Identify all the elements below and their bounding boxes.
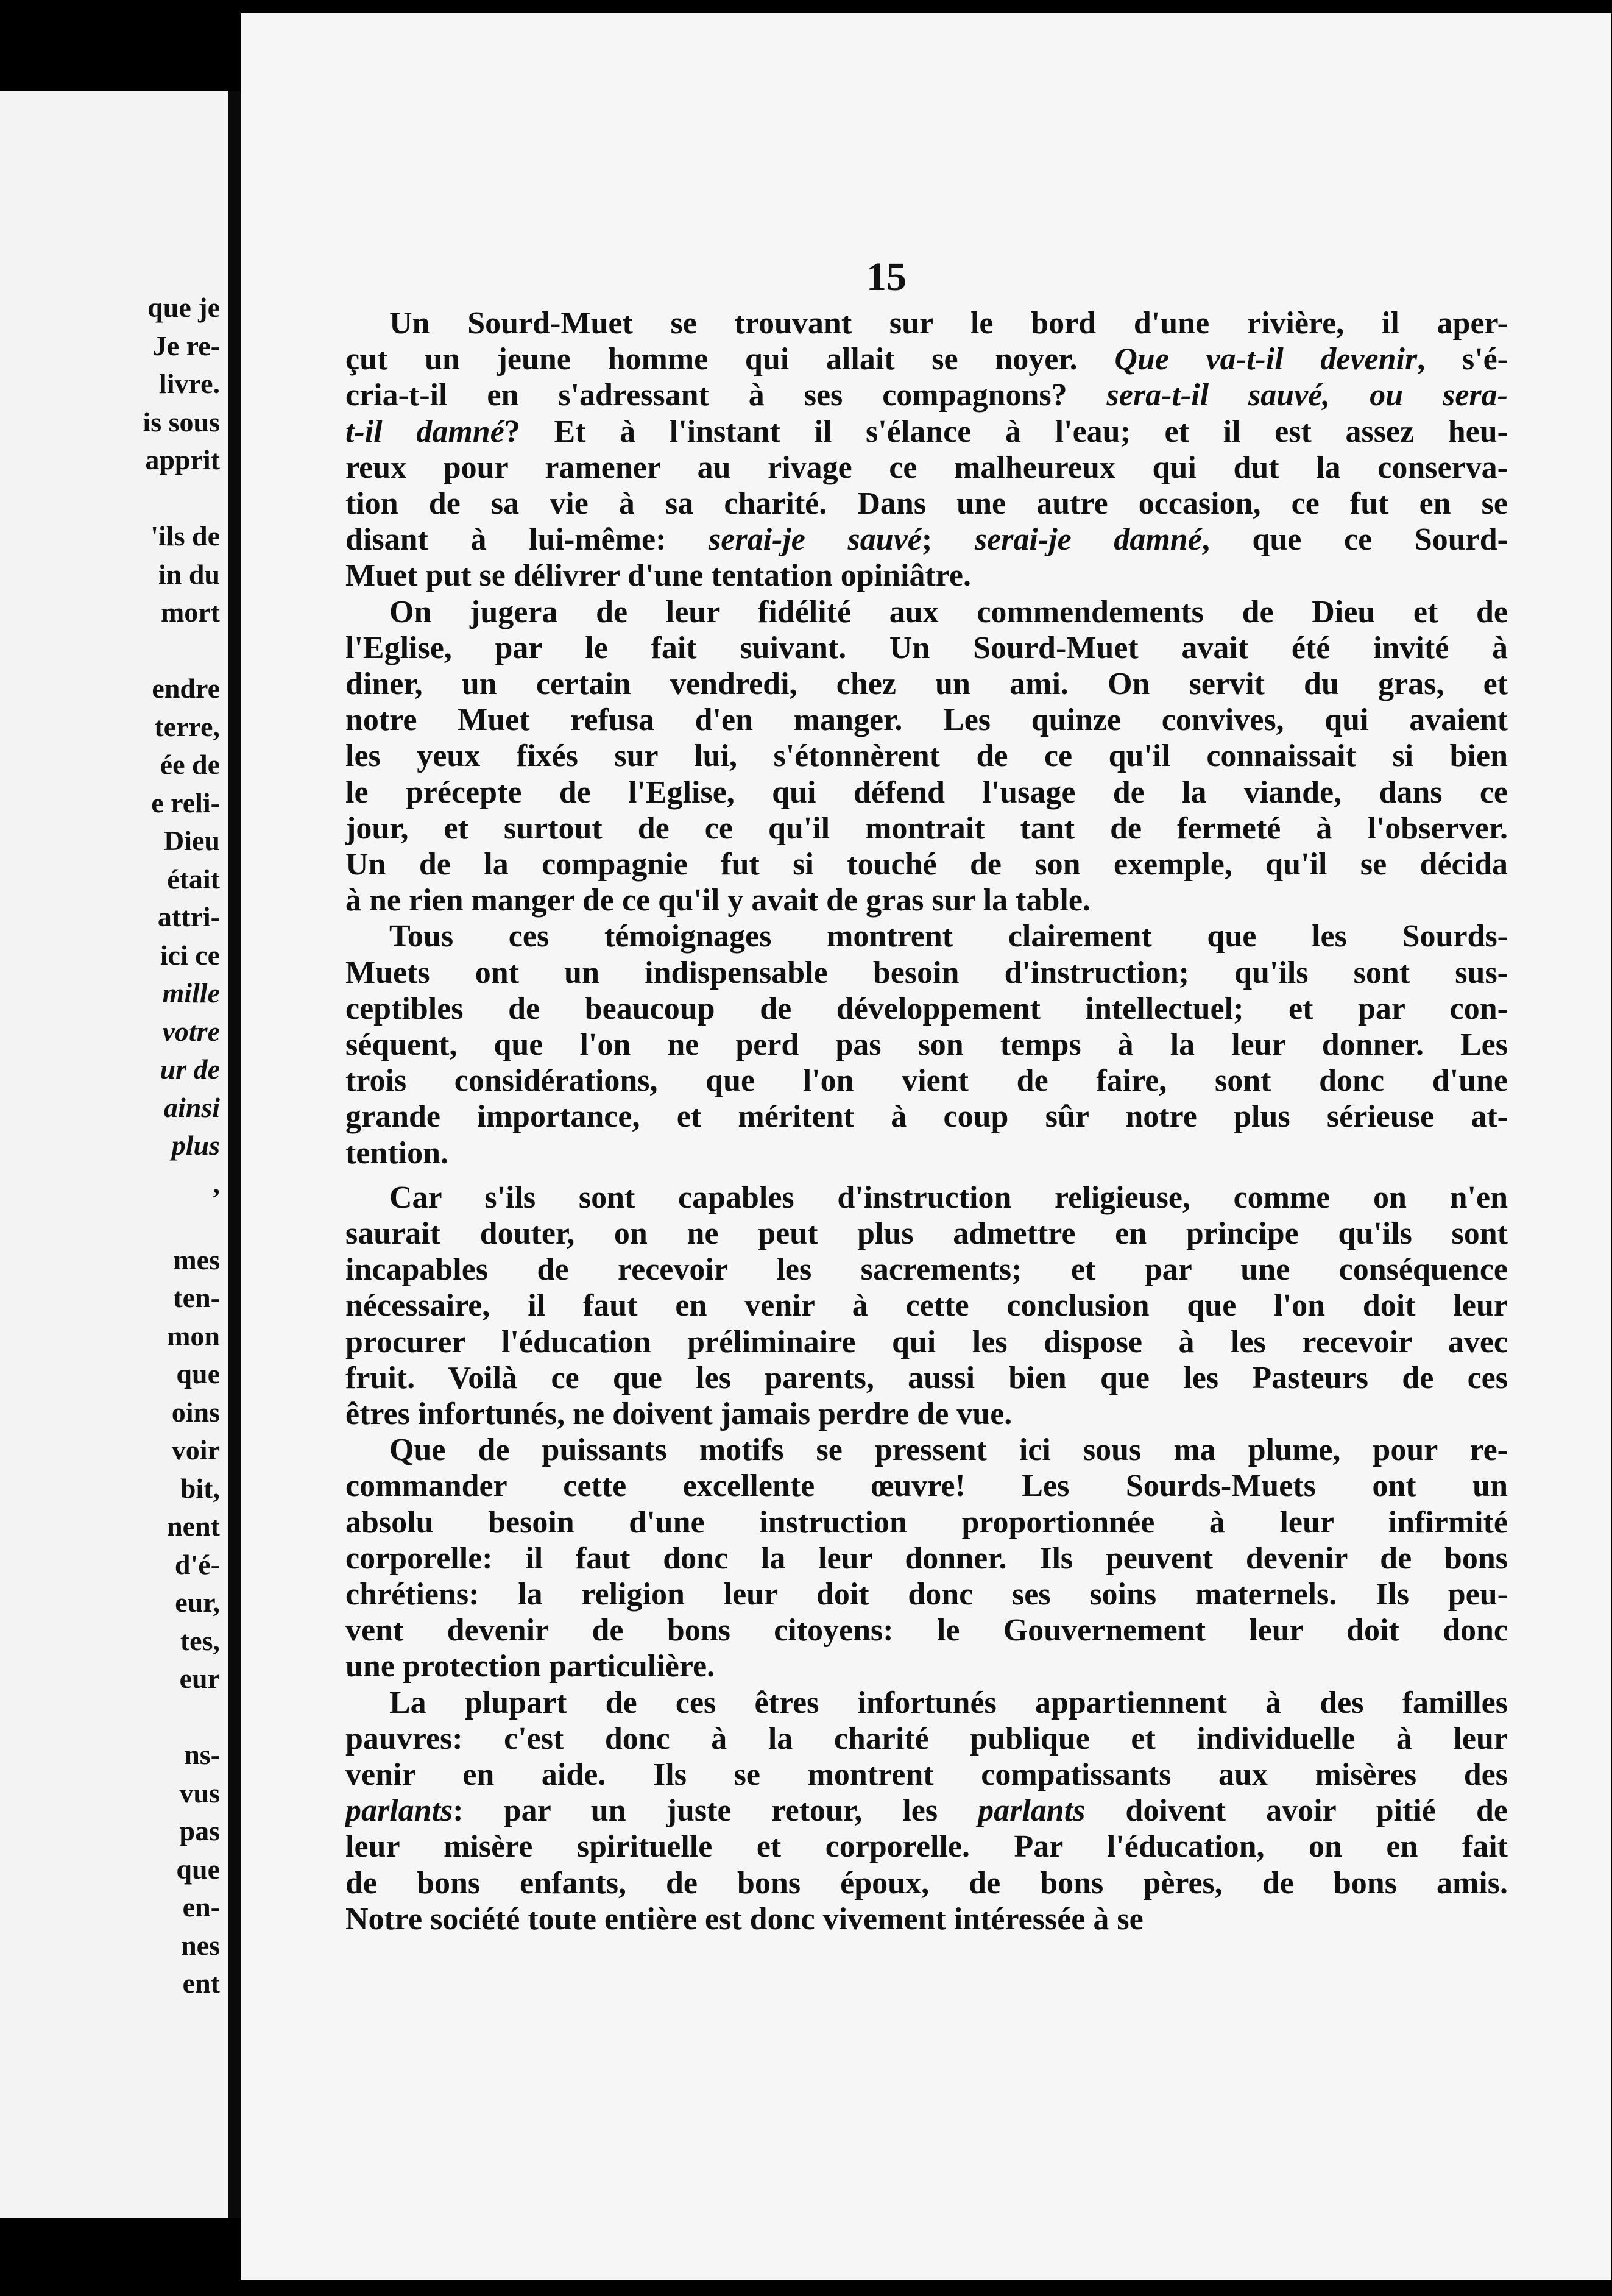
body-text-line: On jugera de leur fidélité aux commendements de Dieu et de	[389, 594, 1508, 629]
facing-page-line: tes,	[180, 1625, 220, 1656]
body-text-line: çut un jeune homme qui allait se noyer. Que va-t-il devenir, s'é-	[345, 342, 1508, 377]
facing-page-line: ur de	[160, 1054, 220, 1085]
body-text-line: Que de puissants motifs se pressent ici sous ma plume, pour re-	[389, 1433, 1508, 1468]
facing-page-line: nes	[181, 1929, 220, 1961]
facing-page-line: eur	[179, 1663, 220, 1694]
book-page	[241, 13, 1611, 2280]
body-text-line: Notre société toute entière est donc vivement intéressée à se	[345, 1901, 1144, 1936]
body-text-line: les yeux fixés sur lui, s'étonnèrent de ce qu'il connaissait si bien	[345, 739, 1508, 774]
facing-page-line: endre	[152, 673, 220, 704]
body-text-line: incapables de recevoir les sacrements; et par une conséquence	[345, 1252, 1508, 1288]
facing-page-line: mes	[173, 1244, 220, 1275]
body-text-line: parlants: par un juste retour, les parlants doivent avoir pitié de	[345, 1793, 1508, 1829]
page-gutter	[228, 91, 241, 2218]
body-text-line: Muets ont un indispensable besoin d'instruction; qu'ils sont sus-	[345, 955, 1508, 990]
facing-page-line: attri-	[157, 901, 220, 932]
facing-page-line: d'é-	[174, 1548, 220, 1580]
facing-page-line: que	[176, 1358, 220, 1389]
body-text-line: absolu besoin d'une instruction proportionnée à leur infirmité	[345, 1504, 1508, 1540]
body-text-line: reux pour ramener au rivage ce malheureux qui dut la conserva-	[345, 450, 1508, 485]
facing-page-line: pas	[179, 1815, 220, 1846]
facing-page-line: voir	[171, 1434, 220, 1465]
facing-page-line: était	[167, 863, 220, 895]
facing-page-line: que	[176, 1853, 220, 1885]
body-text-line: notre Muet refusa d'en manger. Les quinze convives, qui avaient	[345, 703, 1508, 738]
facing-page-line: mort	[160, 597, 220, 628]
body-text-line: tion de sa vie à sa charité. Dans une autre occasion, ce fut en se	[345, 486, 1508, 521]
facing-page-line: ée de	[160, 749, 220, 780]
body-text-line: pauvres: c'est donc à la charité publique et individuelle à leur	[345, 1721, 1508, 1756]
facing-page-line: ent	[182, 1968, 220, 1999]
facing-page-line: e reli-	[151, 787, 220, 818]
facing-page-line: que je	[147, 292, 220, 323]
body-text-line: séquent, que l'on ne perd pas son temps à la leur donner. Les	[345, 1027, 1508, 1062]
facing-page-line: bit,	[180, 1472, 220, 1504]
body-text-line: corporelle: il faut donc la leur donner. Ils peuvent devenir de bons	[345, 1540, 1508, 1576]
body-text-line: commander cette excellente œuvre! Les Sourds-Muets ont un	[345, 1469, 1508, 1504]
body-text-line: disant à lui-même: serai-je sauvé; serai-je damné, que ce Sourd-	[345, 522, 1508, 558]
facing-page-line: ainsi	[163, 1091, 220, 1123]
facing-page-line: Je re-	[152, 330, 220, 361]
facing-page-line: nent	[167, 1511, 220, 1542]
body-text-line: trois considérations, que l'on vient de faire, sont donc d'une	[345, 1063, 1508, 1099]
body-text-line: procurer l'éducation préliminaire qui les dispose à les recevoir avec	[345, 1324, 1508, 1359]
body-text-line: l'Eglise, par le fait suivant. Un Sourd-Muet avait été invité à	[345, 630, 1508, 665]
facing-page-line: ten-	[173, 1282, 220, 1313]
body-text-line: grande importance, et méritent à coup sûr notre plus sérieuse at-	[345, 1099, 1508, 1135]
facing-page-line: en-	[182, 1891, 220, 1922]
body-text-line: diner, un certain vendredi, chez un ami. On servit du gras, et	[345, 667, 1508, 701]
body-text-line: chrétiens: la religion leur doit donc ses soins maternels. Ils peu-	[345, 1577, 1508, 1612]
body-text-line: cria-t-il en s'adressant à ses compagnons? sera-t-il sauvé, ou sera-	[345, 378, 1508, 413]
facing-page-line: eur,	[175, 1587, 220, 1618]
body-text-line: saurait douter, on ne peut plus admettre en principe qu'ils sont	[345, 1216, 1508, 1251]
facing-page-fragment	[0, 91, 228, 2218]
facing-page-line: ici ce	[160, 939, 220, 971]
facing-page-line: livre.	[158, 368, 220, 399]
facing-page-line: oins	[171, 1396, 220, 1428]
body-text-line: venir en aide. Ils se montrent compatissants aux misères des	[345, 1757, 1508, 1792]
body-text-line: à ne rien manger de ce qu'il y avait de gras sur la table.	[345, 883, 1091, 918]
body-text-line: leur misère spirituelle et corporelle. Par l'éducation, on en fait	[345, 1829, 1508, 1865]
facing-page-line: plus	[171, 1130, 220, 1161]
body-text-line: jour, et surtout de ce qu'il montrait tant de fermeté à l'observer.	[345, 810, 1508, 846]
facing-page-line: votre	[162, 1015, 220, 1047]
facing-page-line: mon	[167, 1320, 220, 1352]
facing-page-line: terre,	[154, 710, 220, 742]
facing-page-line: Dieu	[164, 825, 220, 856]
body-text-line: Tous ces témoignages montrent clairement que les Sourds-	[389, 919, 1508, 954]
body-text-line: êtres infortunés, ne doivent jamais perdre de vue.	[345, 1397, 1013, 1431]
body-text-line: La plupart de ces êtres infortunés appartiennent à des familles	[389, 1685, 1508, 1720]
body-text-line: le précepte de l'Eglise, qui défend l'usage de la viande, dans ce	[345, 774, 1508, 810]
facing-page-line: apprit	[145, 444, 220, 475]
facing-page-line: ,	[213, 1167, 220, 1199]
body-text-line: t-il damné? Et à l'instant il s'élance à l'eau; et il est assez heu-	[345, 414, 1508, 449]
body-text-line: de bons enfants, de bons époux, de bons pères, de bons amis.	[345, 1865, 1508, 1901]
body-text-line: fruit. Voilà ce que les parents, aussi bien que les Pasteurs de ces	[345, 1360, 1508, 1395]
body-text-line: nécessaire, il faut en venir à cette conclusion que l'on doit leur	[345, 1288, 1508, 1323]
body-text-line: tention.	[345, 1135, 448, 1171]
body-text-line: Un Sourd-Muet se trouvant sur le bord d'une rivière, il aper-	[389, 306, 1508, 341]
facing-page-line: mille	[162, 977, 220, 1008]
facing-page-line: is sous	[143, 406, 220, 438]
facing-page-line: in du	[158, 558, 220, 590]
body-text-line: Un de la compagnie fut si touché de son exemple, qu'il se décida	[345, 847, 1508, 882]
facing-page-line: 'ils de	[150, 520, 220, 551]
body-text-line: ceptibles de beaucoup de développement intellectuel; et par con-	[345, 991, 1508, 1026]
body-text-line: vent devenir de bons citoyens: le Gouvernement leur doit donc	[345, 1613, 1508, 1648]
page-number: 15	[866, 255, 907, 299]
body-text-line: Car s'ils sont capables d'instruction religieuse, comme on n'en	[389, 1180, 1508, 1215]
facing-page-line: ns-	[184, 1739, 220, 1770]
body-text-line: Muet put se délivrer d'une tentation opiniâtre.	[345, 558, 971, 593]
body-text-line: une protection particulière.	[345, 1649, 715, 1684]
facing-page-line: vus	[179, 1777, 220, 1809]
